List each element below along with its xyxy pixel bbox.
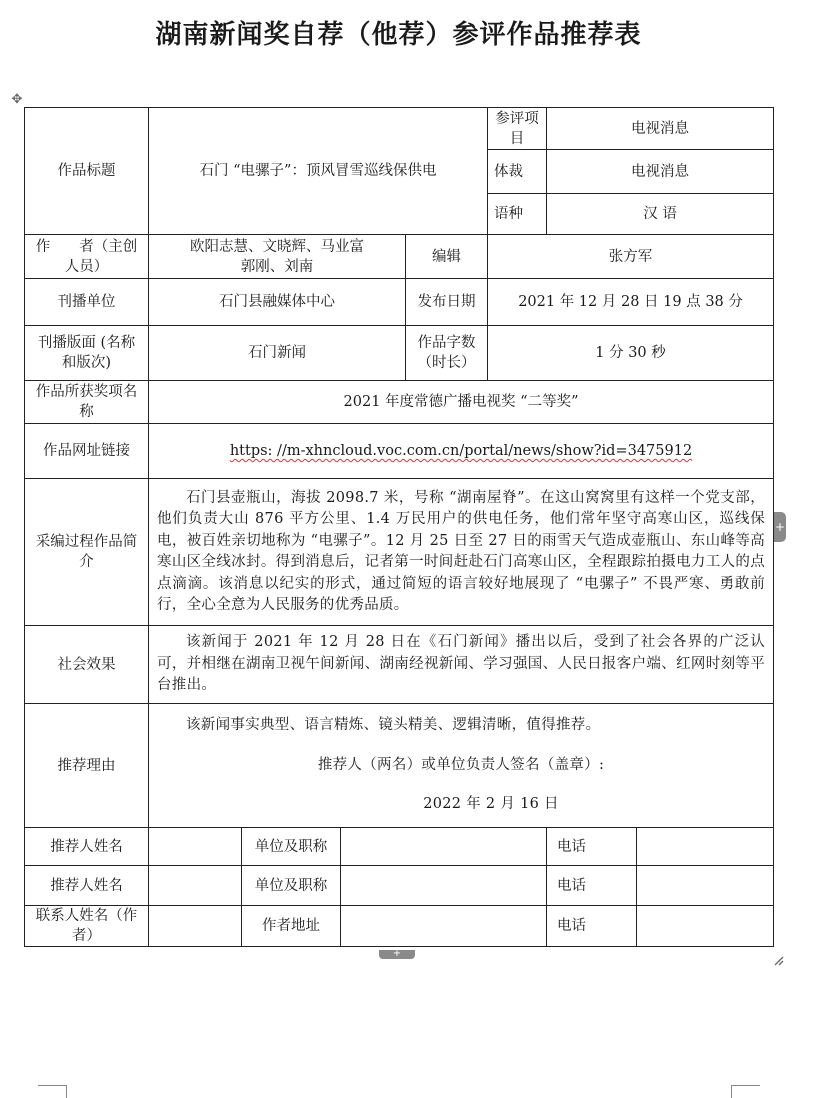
url-label: 作品网址链接 (25, 424, 149, 479)
table-row (25, 828, 774, 866)
reason-cell[interactable] (149, 704, 774, 828)
recommender2-unit[interactable] (341, 866, 547, 906)
contact-phone-label: 电话 (547, 906, 637, 947)
editor-label: 编辑 (406, 235, 488, 279)
recommender1-phone-label: 电话 (547, 828, 637, 866)
process-label: 采编过程作品简介 (25, 479, 149, 626)
add-row-plus-icon[interactable]: + (379, 950, 415, 959)
effect-paragraph: 该新闻于 2021 年 12 月 28 日在《石门新闻》播出以后，受到了社会各界的广泛认可，并相继在湖南卫视午间新闻、湖南经视新闻、学习强国、人民日报客户端、红网时刻等平台推出。 (157, 634, 766, 694)
table-row (25, 906, 774, 947)
table-row (25, 866, 774, 906)
publish-date-label: 发布日期 (406, 279, 488, 326)
table-row (25, 704, 774, 828)
table-row (25, 479, 774, 626)
section-value[interactable]: 石门新闻 (149, 326, 406, 381)
table-row (25, 326, 774, 381)
section-label: 刊播版面 (名称和版次) (25, 326, 149, 381)
table-row (25, 279, 774, 326)
recommender1-label: 推荐人姓名 (25, 828, 149, 866)
recommender2-phone[interactable] (637, 866, 774, 906)
authors-line-1: 欧阳志慧、文晓辉、马业富 (190, 238, 364, 255)
publisher-value[interactable]: 石门县融媒体中心 (149, 279, 406, 326)
reason-date: 2022 年 2 月 16 日 (423, 796, 559, 813)
contact-phone[interactable] (637, 906, 774, 947)
recommender1-phone[interactable] (637, 828, 774, 866)
process-paragraph: 石门县壶瓶山，海拔 2098.7 米，号称 “湖南屋脊”。在这山窝窝里有这样一个党支部，他们负责大山 876 平方公里、1.4 万民用户的供电任务，他们常年坚守高寒山区，巡线保电，被百姓亲切地称为 “电骡子”。12 月 25 日至 27 日的雨雪天气造成壶瓶山、东山峰等高寒山区全线冰封。得到消息后，记者第一时间赶赴石门高寒山区，全程跟踪拍摄电力工人的点点滴滴。该消息以纪实的形式，通过简短的语言较好地展现了 “电骡子” 不畏严寒、勇敢前行，全心全意为人民服务的优秀品质。 (157, 489, 766, 613)
work-title-label: 作品标题 (25, 108, 149, 235)
recommendation-form-table (24, 107, 774, 947)
recommender1-unit-label: 单位及职称 (242, 828, 341, 866)
table-row (25, 626, 774, 704)
work-title-value[interactable]: 石门 “电骡子”：顶风冒雪巡线保供电 (149, 108, 488, 235)
contact-address[interactable] (341, 906, 547, 947)
length-label: 作品字数（时长） (406, 326, 488, 381)
table-row (25, 381, 774, 424)
publish-date-value[interactable]: 2021 年 12 月 28 日 19 点 38 分 (488, 279, 774, 326)
editor-value[interactable]: 张方军 (488, 235, 774, 279)
publisher-label: 刊播单位 (25, 279, 149, 326)
authors-line-2: 郭刚、刘南 (240, 258, 314, 275)
recommender2-unit-label: 单位及职称 (242, 866, 341, 906)
four-way-move-icon[interactable]: ✥ (11, 92, 23, 107)
contact-name[interactable] (149, 906, 242, 947)
category-label: 参评项目 (488, 108, 547, 150)
contact-label: 联系人姓名（作者） (25, 906, 149, 947)
language-label: 语种 (488, 194, 547, 235)
award-value[interactable]: 2021 年度常德广播电视奖 “二等奖” (149, 381, 774, 424)
reason-text: 该新闻事实典型、语言精炼、镜头精美、逻辑清晰，值得推荐。 (186, 717, 601, 734)
category-value[interactable]: 电视消息 (547, 108, 774, 150)
signature-text: 推荐人（两名）或单位负责人签名（盖章）: (317, 756, 605, 773)
length-value[interactable]: 1 分 30 秒 (488, 326, 774, 381)
url-value[interactable] (149, 424, 774, 479)
author-label: 作 者（主创人员） (25, 235, 149, 279)
recommender1-name[interactable] (149, 828, 242, 866)
process-text[interactable] (149, 479, 774, 626)
table-row (25, 108, 774, 150)
table-row (25, 424, 774, 479)
page-title: 湖南新闻奖自荐（他荐）参评作品推荐表 (155, 20, 642, 50)
effect-text[interactable] (149, 626, 774, 704)
recommender2-name[interactable] (149, 866, 242, 906)
contact-address-label: 作者地址 (242, 906, 341, 947)
effect-label: 社会效果 (25, 626, 149, 704)
add-column-plus-icon[interactable]: + (774, 512, 786, 542)
genre-label: 体裁 (488, 150, 547, 194)
table-row (25, 235, 774, 279)
crop-mark-right (731, 1085, 760, 1098)
url-link[interactable]: https: //m-xhncloud.voc.com.cn/portal/news/show?id=3475912 (229, 443, 693, 459)
recommender1-unit[interactable] (341, 828, 547, 866)
recommender2-label: 推荐人姓名 (25, 866, 149, 906)
authors-value[interactable] (149, 235, 406, 279)
genre-value[interactable]: 电视消息 (547, 150, 774, 194)
crop-mark-left (38, 1085, 67, 1098)
award-label: 作品所获奖项名称 (25, 381, 149, 424)
table-resize-icon[interactable] (774, 951, 784, 961)
recommender2-phone-label: 电话 (547, 866, 637, 906)
reason-label: 推荐理由 (25, 704, 149, 828)
language-value[interactable]: 汉 语 (547, 194, 774, 235)
